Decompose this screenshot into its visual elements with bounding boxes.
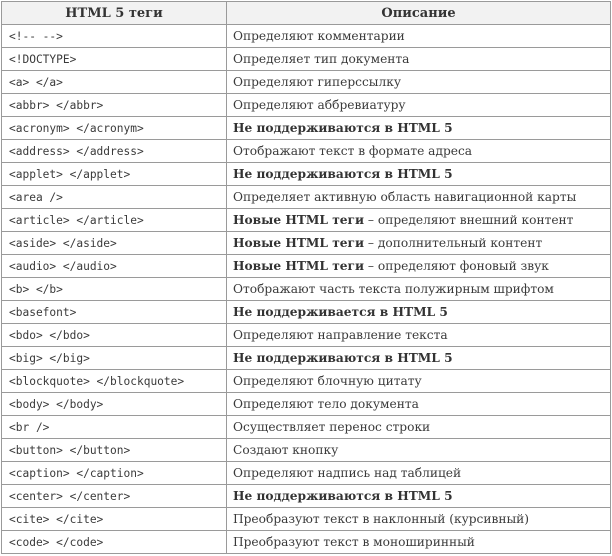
table-row [2, 186, 611, 209]
tag-cell: <body> </body> [2, 393, 227, 416]
description-cell [227, 117, 611, 140]
description-cell [227, 485, 611, 508]
description-cell [227, 508, 611, 531]
description-text: Определяют тело документа [233, 397, 419, 411]
tag-cell: <blockquote> </blockquote> [2, 370, 227, 393]
table-row [2, 393, 611, 416]
table-row [2, 347, 611, 370]
description-cell [227, 370, 611, 393]
tag-cell: <!-- --> [2, 25, 227, 48]
description-text: – определяют внешний контент [364, 213, 574, 227]
description-cell [227, 439, 611, 462]
description-text: Отображают текст в формате адреса [233, 144, 473, 158]
table-row [2, 278, 611, 301]
description-emphasis: Не поддерживаются в HTML 5 [233, 167, 453, 181]
column-header-description: Описание [227, 2, 611, 25]
tag-cell: <center> </center> [2, 485, 227, 508]
tag-cell: <audio> </audio> [2, 255, 227, 278]
tag-cell: <area /> [2, 186, 227, 209]
tag-cell: <article> </article> [2, 209, 227, 232]
table-row [2, 209, 611, 232]
description-text: Отображают часть текста полужирным шрифтом [233, 282, 554, 296]
description-text: Осуществляет перенос строки [233, 420, 431, 434]
description-emphasis: Новые HTML теги [233, 236, 365, 250]
description-text: Определяют надпись над таблицей [233, 466, 462, 480]
table-row [2, 416, 611, 439]
description-cell [227, 531, 611, 554]
table-row [2, 485, 611, 508]
description-cell [227, 255, 611, 278]
description-cell [227, 301, 611, 324]
tag-cell: <acronym> </acronym> [2, 117, 227, 140]
tag-cell: <applet> </applet> [2, 163, 227, 186]
description-cell [227, 393, 611, 416]
table-row [2, 117, 611, 140]
tag-cell: <!DOCTYPE> [2, 48, 227, 71]
tag-cell: <address> </address> [2, 140, 227, 163]
description-emphasis: Новые HTML теги [233, 259, 365, 273]
table-row [2, 531, 611, 554]
tag-cell: <cite> </cite> [2, 508, 227, 531]
tag-cell: <big> </big> [2, 347, 227, 370]
tag-cell: <code> </code> [2, 531, 227, 554]
tag-cell: <br /> [2, 416, 227, 439]
table-row [2, 462, 611, 485]
table-row [2, 232, 611, 255]
table-header-row [2, 2, 611, 25]
tag-cell: <abbr> </abbr> [2, 94, 227, 117]
description-cell [227, 278, 611, 301]
description-text: Определяет активную область навигационной карты [233, 190, 577, 204]
description-text: Определяют аббревиатуру [233, 98, 406, 112]
table-row [2, 48, 611, 71]
description-cell [227, 163, 611, 186]
description-cell [227, 71, 611, 94]
table-row [2, 301, 611, 324]
tag-cell: <button> </button> [2, 439, 227, 462]
description-cell [227, 94, 611, 117]
table-row [2, 324, 611, 347]
description-cell [227, 416, 611, 439]
description-cell [227, 347, 611, 370]
description-emphasis: Не поддерживаются в HTML 5 [233, 489, 453, 503]
table-row [2, 508, 611, 531]
description-text: Определяют комментарии [233, 29, 405, 43]
description-text: Создают кнопку [233, 443, 339, 457]
html5-tags-table [1, 1, 611, 554]
description-cell [227, 48, 611, 71]
description-emphasis: Новые HTML теги [233, 213, 365, 227]
tag-cell: <a> </a> [2, 71, 227, 94]
description-cell [227, 232, 611, 255]
tag-cell: <basefont> [2, 301, 227, 324]
table-row [2, 71, 611, 94]
table-row [2, 255, 611, 278]
description-emphasis: Не поддерживается в HTML 5 [233, 305, 448, 319]
tag-cell: <aside> </aside> [2, 232, 227, 255]
tag-cell: <bdo> </bdo> [2, 324, 227, 347]
tag-cell: <caption> </caption> [2, 462, 227, 485]
description-text: – определяют фоновый звук [364, 259, 549, 273]
description-text: Определяют направление текста [233, 328, 448, 342]
description-text: Определяют гиперссылку [233, 75, 402, 89]
description-cell [227, 209, 611, 232]
table-row [2, 94, 611, 117]
table-row [2, 163, 611, 186]
column-header-tags: HTML 5 теги [2, 2, 227, 25]
description-emphasis: Не поддерживаются в HTML 5 [233, 351, 453, 365]
description-text: Преобразуют текст в моноширинный [233, 535, 475, 549]
tag-cell: <b> </b> [2, 278, 227, 301]
description-text: Определяет тип документа [233, 52, 410, 66]
table-row [2, 370, 611, 393]
description-cell [227, 25, 611, 48]
description-cell [227, 462, 611, 485]
table-row [2, 140, 611, 163]
description-emphasis: Не поддерживаются в HTML 5 [233, 121, 453, 135]
description-cell [227, 186, 611, 209]
description-text: Преобразуют текст в наклонный (курсивный) [233, 512, 530, 526]
description-cell [227, 140, 611, 163]
description-cell [227, 324, 611, 347]
description-text: Определяют блочную цитату [233, 374, 422, 388]
table-row [2, 439, 611, 462]
table-row [2, 25, 611, 48]
tags-table-container [1, 1, 610, 554]
description-text: – дополнительный контент [364, 236, 543, 250]
